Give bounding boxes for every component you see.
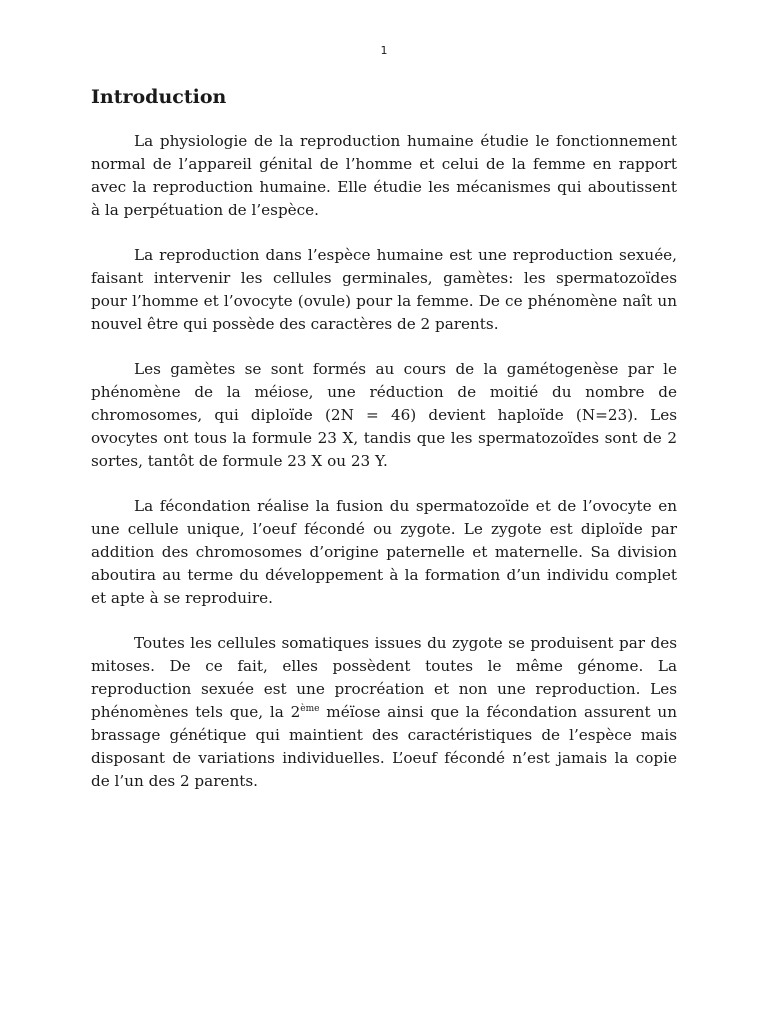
ordinal-superscript: ème (300, 703, 320, 714)
paragraph-5 (91, 632, 677, 793)
paragraph-2: La reproduction dans l’espèce humaine est une reproduction sexuée, faisant intervenir les cellules germinales, gamètes: les spermatozoïdes pour l’homme et l’ovocyte (ovule) pour la femme. De ce phénomène naît un nouvel être qui possède des caractères de 2 parents. (91, 246, 677, 333)
page-number: 1 (380, 44, 388, 57)
paragraph-5-text-start: Toutes les cellules somatiques issues du zygote se produisent par des mitoses. De ce fait, elles possèdent toutes le même génome. La reproduction sexuée est une procréation et non une reproduction. Les phénomènes tels que, la 2 (91, 634, 677, 721)
paragraph-5-text-end: méïose ainsi que la fécondation assurent un brassage génétique qui maintient des caractéristiques de l’espèce mais disposant de variations individuelles. L’oeuf fécondé n’est jamais la copie de l’un des 2 parents. (91, 703, 677, 790)
paragraph-3: Les gamètes se sont formés au cours de la gamétogenèse par le phénomène de la méiose, une réduction de moitié du nombre de chromosomes, qui diploïde (2N = 46) devient haploïde (N=23). Les ovocytes ont tous la formule 23 X, tandis que les spermatozoïdes sont de 2 sortes, tantôt de formule 23 X ou 23 Y. (91, 360, 677, 470)
paragraph-4: La fécondation réalise la fusion du spermatozoïde et de l’ovocyte en une cellule unique, l’oeuf fécondé ou zygote. Le zygote est diploïde par addition des chromosomes d’origine paternelle et maternelle. Sa division aboutira au terme du développement à la formation d’un individu complet et apte à se reproduire. (91, 497, 677, 607)
paragraph-1: La physiologie de la reproduction humaine étudie le fonctionnement normal de l’appareil génital de l’homme et celui de la femme en rapport avec la reproduction humaine. Elle étudie les mécanismes qui aboutissent à la perpétuation de l’espèce. (91, 132, 677, 219)
section-heading: Introduction (91, 86, 227, 108)
document-body (91, 84, 677, 815)
